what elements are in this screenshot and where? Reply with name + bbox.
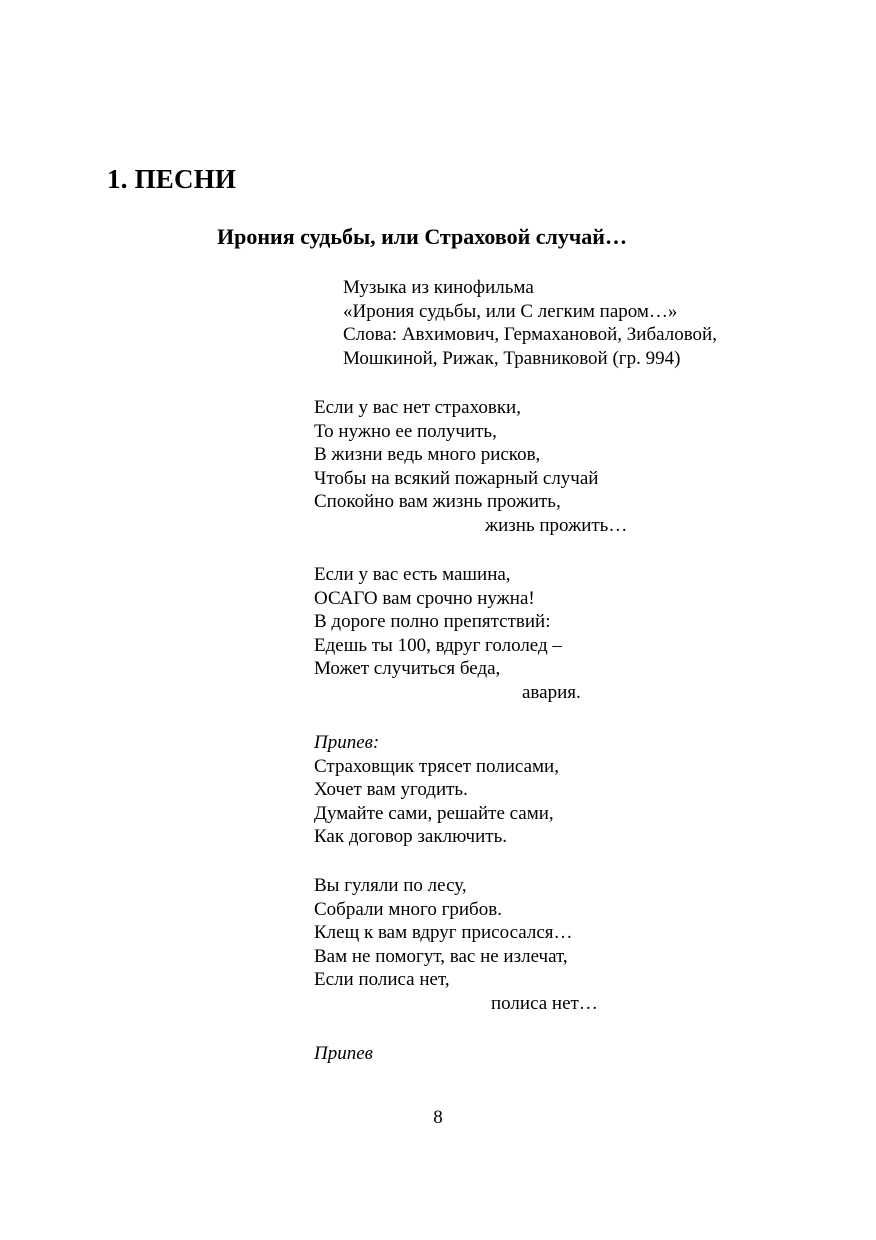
verse-line: Едешь ты 100, вдруг гололед – [314, 634, 562, 656]
chorus-repeat-label: Припев [314, 1043, 373, 1064]
chorus [314, 731, 559, 849]
verse-line: Если у вас есть машина, [314, 564, 511, 585]
song-credits [343, 276, 717, 370]
verse-line: Вы гуляли по лесу, [314, 875, 467, 896]
credits-line: Слова: Авхимович, Гермахановой, Зибаловой, [343, 324, 717, 345]
verse-line: Вам не помогут, вас не излечат, [314, 945, 568, 967]
verse-line-indented: авария. [522, 681, 581, 703]
verse-line: Спокойно вам жизнь прожить, [314, 491, 561, 512]
chorus-line: Хочет вам угодить. [314, 779, 468, 800]
stanza-3 [314, 874, 598, 1015]
chorus-line: Как договор заключить. [314, 826, 507, 847]
chorus-label: Припев: [314, 732, 380, 753]
verse-line: Собрали много грибов. [314, 898, 502, 920]
credits-line: Мошкиной, Рижак, Травниковой (гр. 994) [343, 347, 681, 369]
section-heading: 1. ПЕСНИ [107, 164, 237, 194]
stanza-2 [314, 563, 581, 704]
verse-line: Может случиться беда, [314, 658, 501, 679]
verse-line-indented: жизнь прожить… [485, 514, 628, 536]
verse-line: Если полиса нет, [314, 969, 450, 990]
page-number: 8 [433, 1107, 443, 1128]
verse-line: ОСАГО вам срочно нужна! [314, 587, 535, 609]
verse-line: Если у вас нет страховки, [314, 397, 521, 418]
verse-line-indented: полиса нет… [491, 992, 598, 1014]
credits-line: Музыка из кинофильма [343, 277, 534, 298]
verse-line: Клещ к вам вдруг присосался… [314, 922, 573, 943]
chorus-line: Думайте сами, решайте сами, [314, 802, 554, 824]
chorus-repeat [314, 1042, 373, 1066]
song-title: Ирония судьбы, или Страховой случай… [217, 224, 627, 249]
chorus-line: Страховщик трясет полисами, [314, 755, 559, 777]
verse-line: То нужно ее получить, [314, 420, 497, 442]
credits-line: «Ирония судьбы, или С легким паром…» [343, 300, 678, 322]
verse-line: В жизни ведь много рисков, [314, 444, 541, 465]
stanza-1 [314, 396, 627, 537]
verse-line: В дороге полно препятствий: [314, 611, 551, 632]
verse-line: Чтобы на всякий пожарный случай [314, 467, 599, 489]
